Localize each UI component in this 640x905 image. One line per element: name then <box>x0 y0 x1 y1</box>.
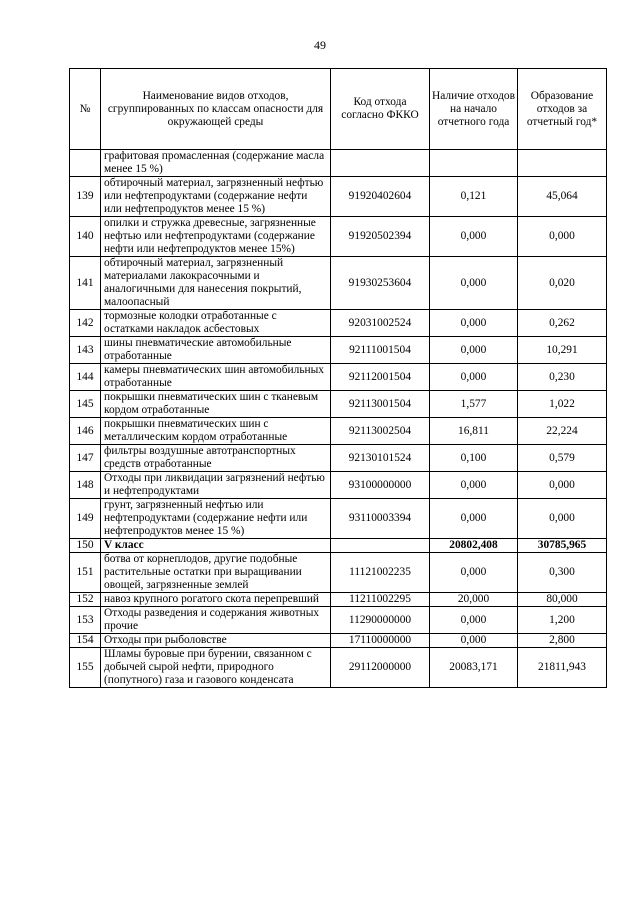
start-balance <box>430 150 518 177</box>
waste-code <box>331 539 430 553</box>
class-row <box>70 539 607 553</box>
waste-code: 91930253604 <box>331 257 430 310</box>
waste-code: 92111001504 <box>331 337 430 364</box>
waste-name: ботва от корнеплодов, другие подобные растительные остатки при выращивании овощей, загрязненные землей <box>101 553 331 593</box>
table-row <box>70 593 607 607</box>
table-row <box>70 553 607 593</box>
start-balance: 0,121 <box>430 177 518 217</box>
start-balance: 16,811 <box>430 418 518 445</box>
row-number: 145 <box>70 391 101 418</box>
start-balance: 0,000 <box>430 634 518 648</box>
table-row <box>70 337 607 364</box>
header-formed: Образование отходов за отчетный год* <box>518 69 607 150</box>
start-balance: 0,000 <box>430 337 518 364</box>
waste-name: опилки и стружка древесные, загрязненные нефтью или нефтепродуктами (содержание нефти или нефтепродуктов менее 15%) <box>101 217 331 257</box>
start-balance: 0,000 <box>430 310 518 337</box>
waste-name: обтирочный материал, загрязненный материалами лакокрасочными и аналогичными для нанесения покрытий, малоопасный <box>101 257 331 310</box>
start-balance: 0,000 <box>430 607 518 634</box>
start-balance: 1,577 <box>430 391 518 418</box>
waste-name: графитовая промасленная (содержание масла менее 15 %) <box>101 150 331 177</box>
table-body <box>70 150 607 688</box>
waste-code: 92031002524 <box>331 310 430 337</box>
table-row <box>70 418 607 445</box>
formed-amount: 0,020 <box>518 257 607 310</box>
row-number: 147 <box>70 445 101 472</box>
waste-code: 92130101524 <box>331 445 430 472</box>
row-number: 140 <box>70 217 101 257</box>
waste-table <box>69 68 607 688</box>
start-balance: 0,000 <box>430 364 518 391</box>
table-header-row <box>70 69 607 150</box>
formed-amount: 30785,965 <box>518 539 607 553</box>
formed-amount: 22,224 <box>518 418 607 445</box>
table-row <box>70 472 607 499</box>
waste-name: покрышки пневматических шин с тканевым кордом отработанные <box>101 391 331 418</box>
waste-code: 92113002504 <box>331 418 430 445</box>
table-row <box>70 499 607 539</box>
row-number: 148 <box>70 472 101 499</box>
start-balance: 20083,171 <box>430 648 518 688</box>
waste-code: 93100000000 <box>331 472 430 499</box>
row-number: 142 <box>70 310 101 337</box>
waste-code: 17110000000 <box>331 634 430 648</box>
start-balance: 0,000 <box>430 553 518 593</box>
table-row <box>70 391 607 418</box>
header-waste-code: Код отхода согласно ФККО <box>331 69 430 150</box>
table-row <box>70 634 607 648</box>
row-number: 153 <box>70 607 101 634</box>
table-row <box>70 445 607 472</box>
waste-name: покрышки пневматических шин с металлическим кордом отработанные <box>101 418 331 445</box>
start-balance: 0,100 <box>430 445 518 472</box>
waste-code: 92112001504 <box>331 364 430 391</box>
formed-amount: 1,200 <box>518 607 607 634</box>
table-row <box>70 150 607 177</box>
start-balance: 20,000 <box>430 593 518 607</box>
waste-name: фильтры воздушные автотранспортных средств отработанные <box>101 445 331 472</box>
table-row <box>70 310 607 337</box>
waste-code: 91920502394 <box>331 217 430 257</box>
waste-code: 92113001504 <box>331 391 430 418</box>
formed-amount: 45,064 <box>518 177 607 217</box>
table-row <box>70 177 607 217</box>
waste-name: V класс <box>101 539 331 553</box>
table-row <box>70 648 607 688</box>
formed-amount: 0,262 <box>518 310 607 337</box>
formed-amount: 80,000 <box>518 593 607 607</box>
start-balance: 0,000 <box>430 499 518 539</box>
formed-amount: 21811,943 <box>518 648 607 688</box>
formed-amount: 2,800 <box>518 634 607 648</box>
row-number: 139 <box>70 177 101 217</box>
waste-code: 93110003394 <box>331 499 430 539</box>
waste-code: 11121002235 <box>331 553 430 593</box>
waste-code <box>331 150 430 177</box>
start-balance: 0,000 <box>430 257 518 310</box>
waste-name: тормозные колодки отработанные с остатками накладок асбестовых <box>101 310 331 337</box>
waste-name: грунт, загрязненный нефтью или нефтепродуктами (содержание нефти или нефтепродуктов менее 15 %) <box>101 499 331 539</box>
waste-name: Отходы при рыболовстве <box>101 634 331 648</box>
formed-amount: 10,291 <box>518 337 607 364</box>
waste-name: камеры пневматических шин автомобильных отработанные <box>101 364 331 391</box>
row-number: 143 <box>70 337 101 364</box>
row-number <box>70 150 101 177</box>
waste-name: навоз крупного рогатого скота перепревший <box>101 593 331 607</box>
table-row <box>70 257 607 310</box>
row-number: 141 <box>70 257 101 310</box>
waste-code: 91920402604 <box>331 177 430 217</box>
row-number: 144 <box>70 364 101 391</box>
formed-amount <box>518 150 607 177</box>
table-row <box>70 607 607 634</box>
start-balance: 0,000 <box>430 217 518 257</box>
waste-name: Отходы разведения и содержания животных прочие <box>101 607 331 634</box>
formed-amount: 0,000 <box>518 217 607 257</box>
header-start-balance: Наличие отходов на начало отчетного года <box>430 69 518 150</box>
waste-name: Шламы буровые при бурении, связанном с добычей сырой нефти, природного (попутного) газа и газового конденсата <box>101 648 331 688</box>
waste-code: 11211002295 <box>331 593 430 607</box>
row-number: 152 <box>70 593 101 607</box>
formed-amount: 0,230 <box>518 364 607 391</box>
formed-amount: 0,000 <box>518 499 607 539</box>
table-row <box>70 364 607 391</box>
start-balance: 0,000 <box>430 472 518 499</box>
waste-code: 29112000000 <box>331 648 430 688</box>
formed-amount: 0,000 <box>518 472 607 499</box>
start-balance: 20802,408 <box>430 539 518 553</box>
header-waste-name: Наименование видов отходов, сгруппированных по классам опасности для окружающей среды <box>101 69 331 150</box>
row-number: 154 <box>70 634 101 648</box>
formed-amount: 1,022 <box>518 391 607 418</box>
row-number: 155 <box>70 648 101 688</box>
waste-code: 11290000000 <box>331 607 430 634</box>
row-number: 151 <box>70 553 101 593</box>
header-number: № <box>70 69 101 150</box>
row-number: 149 <box>70 499 101 539</box>
waste-name: обтирочный материал, загрязненный нефтью или нефтепродуктами (содержание нефти или нефтепродуктов менее 15 %) <box>101 177 331 217</box>
waste-name: Отходы при ликвидации загрязнений нефтью и нефтепродуктами <box>101 472 331 499</box>
formed-amount: 0,579 <box>518 445 607 472</box>
waste-name: шины пневматические автомобильные отработанные <box>101 337 331 364</box>
row-number: 146 <box>70 418 101 445</box>
row-number: 150 <box>70 539 101 553</box>
page-number: 49 <box>314 38 326 52</box>
table-row <box>70 217 607 257</box>
formed-amount: 0,300 <box>518 553 607 593</box>
